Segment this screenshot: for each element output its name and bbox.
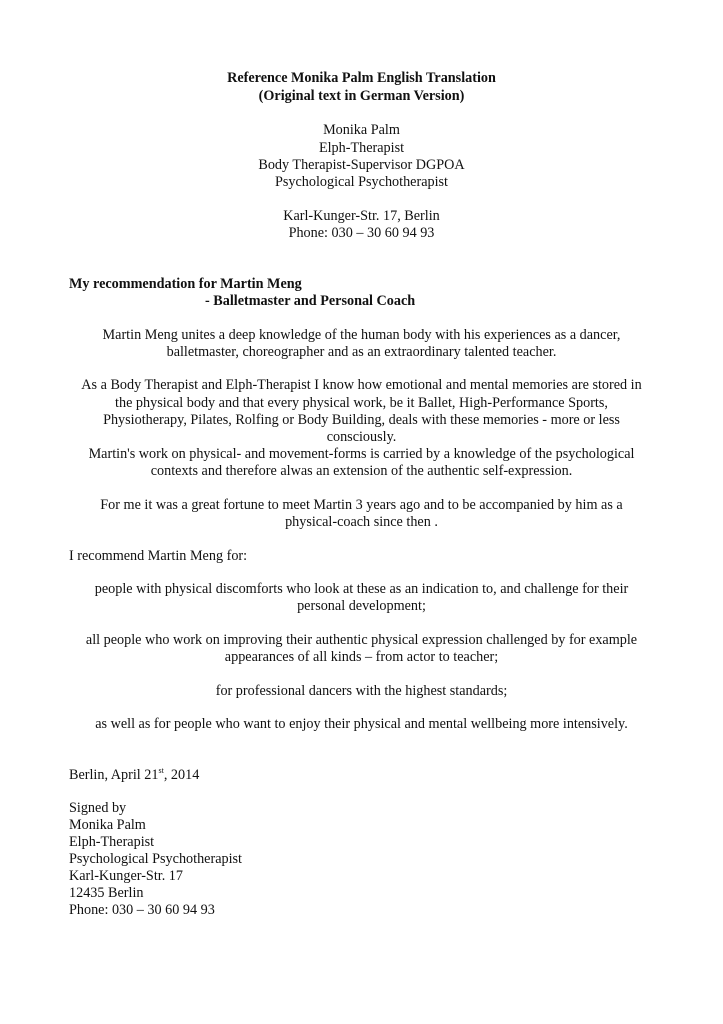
paragraph-line: As a Body Therapist and Elph-Therapist I know how emotional and mental memories are stored in <box>81 377 642 393</box>
paragraph-line: physical-coach since then . <box>285 514 438 530</box>
paragraph-line: contexts and therefore alwas an extension of the authentic self-expression. <box>150 463 573 479</box>
author-role: Body Therapist-Supervisor DGPOA <box>258 157 465 173</box>
author-phone: Phone: 030 – 30 60 94 93 <box>288 225 435 241</box>
paragraph-line: consciously. <box>326 429 397 445</box>
letter-date <box>69 766 669 784</box>
paragraph-line: the physical body and that every physical work, be it Ballet, High-Performance Sports, <box>115 395 608 411</box>
recommend-item: people with physical discomforts who look at these as an indication to, and challenge for their <box>94 581 629 597</box>
signer-name: Monika Palm <box>69 817 146 833</box>
recommend-item: for professional dancers with the highest standards; <box>215 683 508 699</box>
paragraph-line: Physiotherapy, Pilates, Rolfing or Body Building, deals with these memories - more or less <box>103 412 620 428</box>
recommend-intro: I recommend Martin Meng for: <box>69 548 248 564</box>
recommendation-subheading: - Balletmaster and Personal Coach <box>205 293 416 309</box>
author-name: Monika Palm <box>323 122 400 138</box>
paragraph-line: Martin's work on physical- and movement-forms is carried by a knowledge of the psychological <box>88 446 635 462</box>
recommend-item: as well as for people who want to enjoy their physical and mental wellbeing more intensively. <box>95 716 628 732</box>
author-role: Elph-Therapist <box>318 140 405 156</box>
date-text: Berlin, April 21 <box>69 767 159 783</box>
signer-street: Karl-Kunger-Str. 17 <box>69 868 183 884</box>
signer-phone: Phone: 030 – 30 60 94 93 <box>69 902 215 918</box>
date-year: , 2014 <box>163 767 200 783</box>
date-ordinal: st <box>158 766 164 775</box>
document-subtitle: (Original text in German Version) <box>258 88 465 104</box>
recommend-item: appearances of all kinds – from actor to teacher; <box>224 649 499 665</box>
paragraph-line: Martin Meng unites a deep knowledge of the human body with his experiences as a dancer, <box>102 327 621 343</box>
signed-by-label: Signed by <box>69 800 127 816</box>
signer-role: Psychological Psychotherapist <box>69 851 242 867</box>
signer-city: 12435 Berlin <box>69 885 144 901</box>
author-address: Karl-Kunger-Str. 17, Berlin <box>283 208 440 224</box>
document-title: Reference Monika Palm English Translation <box>227 70 496 86</box>
recommendation-heading: My recommendation for Martin Meng <box>69 276 302 292</box>
author-role: Psychological Psychotherapist <box>275 174 448 190</box>
signer-role: Elph-Therapist <box>69 834 155 850</box>
recommend-item: all people who work on improving their authentic physical expression challenged by for example <box>85 632 638 648</box>
paragraph-line: balletmaster, choreographer and as an extraordinary talented teacher. <box>166 344 557 360</box>
recommend-item: personal development; <box>297 598 426 614</box>
paragraph-line: For me it was a great fortune to meet Martin 3 years ago and to be accompanied by him as a <box>100 497 623 513</box>
